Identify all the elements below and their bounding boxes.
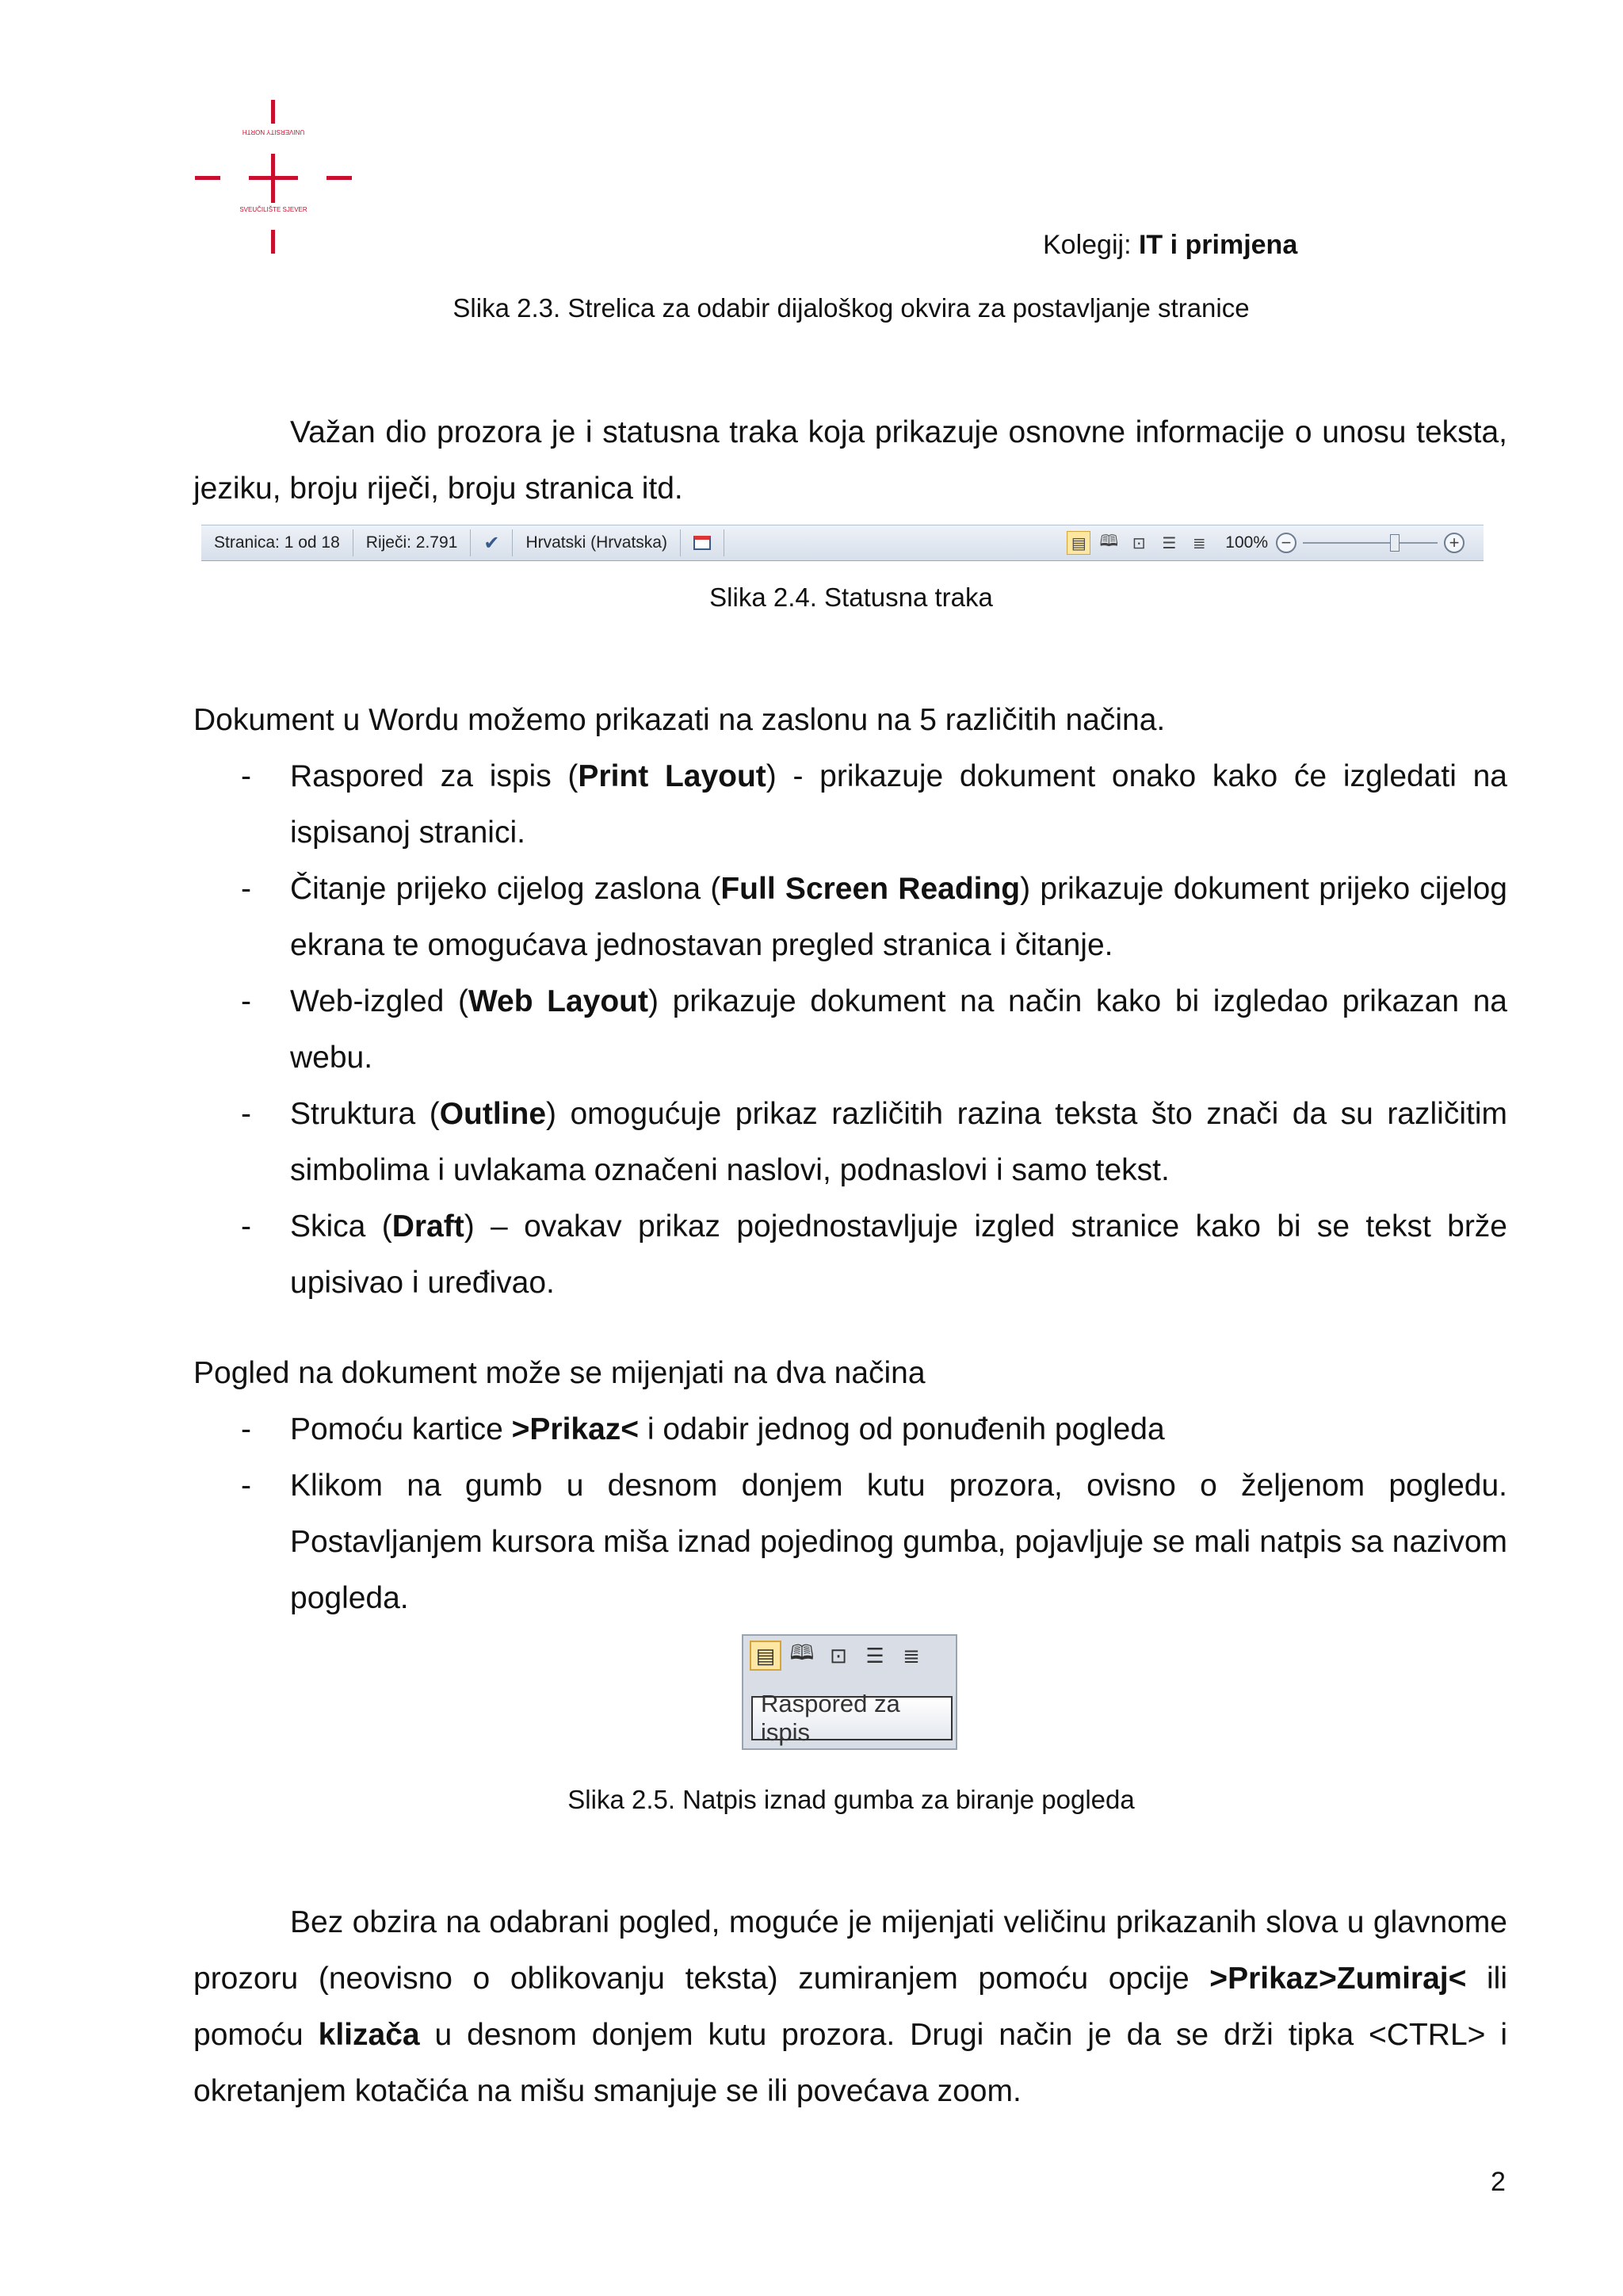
print-layout-icon[interactable]: ▤ [750, 1641, 781, 1671]
figure-caption-2-5: Slika 2.5. Natpis iznad gumba za biranje pogleda [567, 1785, 1135, 1814]
status-proofing[interactable] [471, 529, 513, 556]
zoom-slider[interactable] [1303, 542, 1438, 544]
zoom-level[interactable]: 100% [1225, 533, 1268, 552]
proofing-check-icon: ✔ [483, 532, 500, 554]
paragraph-zoom: Bez obzira na odabrani pogled, moguće je mijenjati veličinu prikazanih slova u glavnome prozoru (neovisno o oblikovanju teksta) zumiranjem pomoću opcije >Prikaz>Zumiraj< ili pomoću klizača u desnom donjem kutu prozora. Drugi način je da se drži tipka <CTRL> i okretanjem kotačića na mišu smanjuje se ili povećava zoom. [193, 1905, 1507, 2108]
web-layout-icon[interactable]: ⊡ [830, 1643, 847, 1668]
zoom-slider-thumb[interactable] [1390, 534, 1400, 552]
draft-icon[interactable]: ≣ [1192, 534, 1206, 552]
course-header [1043, 230, 1297, 261]
course-label: Kolegij: [1043, 230, 1132, 260]
change-view-list [193, 1401, 1507, 1626]
zoom-out-icon[interactable]: − [1276, 533, 1296, 553]
status-language[interactable]: Hrvatski (Hrvatska) [513, 529, 681, 556]
list-item: - Klikom na gumb u desnom donjem kutu prozora, ovisno o željenom pogledu. Postavljanjem kursora miša iznad pojedinog gumba, pojavljuje se mali natpis sa nazivom pogleda. [241, 1469, 1507, 1615]
paragraph-statusbar-intro: Važan dio prozora je i statusna traka koja prikazuje osnovne informacije o unosu teksta, jeziku, broju riječi, broju stranica itd. [193, 415, 1507, 506]
course-name: IT i primjena [1138, 230, 1298, 260]
list-item: - Skica (Draft) – ovakav prikaz pojednostavljuje izgled stranice kako bi se tekst brže upisivao i uređivao. [241, 1209, 1507, 1300]
list-item: - Čitanje prijeko cijelog zaslona (Full Screen Reading) prikazuje dokument prijeko cijelog ekrana te omogućava jednostavan pregled stranica i čitanje. [241, 872, 1507, 962]
logo-text-top: UNIVERSITY NORTH [242, 128, 305, 136]
logo-cross-icon [190, 97, 357, 255]
paragraph-view-modes-intro: Dokument u Wordu možemo prikazati na zaslonu na 5 različitih načina. [193, 703, 1166, 737]
view-buttons-row [743, 1636, 956, 1675]
list-item: - Struktura (Outline) omogućuje prikaz različitih razina teksta što znači da su različitim simbolima i uvlakama označeni naslovi, podnaslovi i samo tekst. [241, 1097, 1507, 1187]
university-logo [190, 97, 357, 255]
web-layout-icon[interactable]: ⊡ [1132, 534, 1146, 552]
view-tooltip: Raspored za ispis [751, 1696, 953, 1740]
word-status-bar [201, 525, 1484, 561]
figure-caption-2-3: Slika 2.3. Strelica za odabir dijaloškog okvira za postavljanje stranice [453, 293, 1250, 323]
full-screen-reading-icon[interactable]: 🕮 [1099, 533, 1119, 550]
full-screen-reading-icon[interactable]: 🕮 [789, 1641, 815, 1664]
print-layout-icon[interactable]: ▤ [1067, 531, 1090, 555]
status-macro[interactable] [681, 529, 724, 556]
list-item: - Pomoću kartice >Prikaz< i odabir jednog od ponuđenih pogleda [241, 1412, 1165, 1446]
logo-text-bottom: SVEUČILIŠTE SJEVER [239, 206, 307, 213]
list-item: - Web-izgled (Web Layout) prikazuje dokument na način kako bi izgledao prikazan na webu. [241, 984, 1507, 1075]
view-modes-list [193, 748, 1507, 1311]
zoom-in-icon[interactable]: + [1444, 533, 1465, 553]
macro-record-icon [693, 536, 711, 550]
paragraph-change-view-intro: Pogled na dokument može se mijenjati na dva načina [193, 1356, 926, 1390]
figure-caption-2-4: Slika 2.4. Statusna traka [709, 583, 993, 612]
outline-icon[interactable]: ☰ [865, 1643, 884, 1668]
page-number: 2 [1491, 2167, 1506, 2197]
outline-icon[interactable]: ☰ [1162, 534, 1177, 552]
view-buttons-screenshot [742, 1634, 957, 1750]
status-page-count[interactable]: Stranica: 1 od 18 [201, 529, 353, 556]
draft-icon[interactable]: ≣ [903, 1643, 920, 1668]
status-word-count[interactable]: Riječi: 2.791 [353, 529, 472, 556]
list-item: - Raspored za ispis (Print Layout) - prikazuje dokument onako kako će izgledati na ispisanoj stranici. [241, 759, 1507, 850]
